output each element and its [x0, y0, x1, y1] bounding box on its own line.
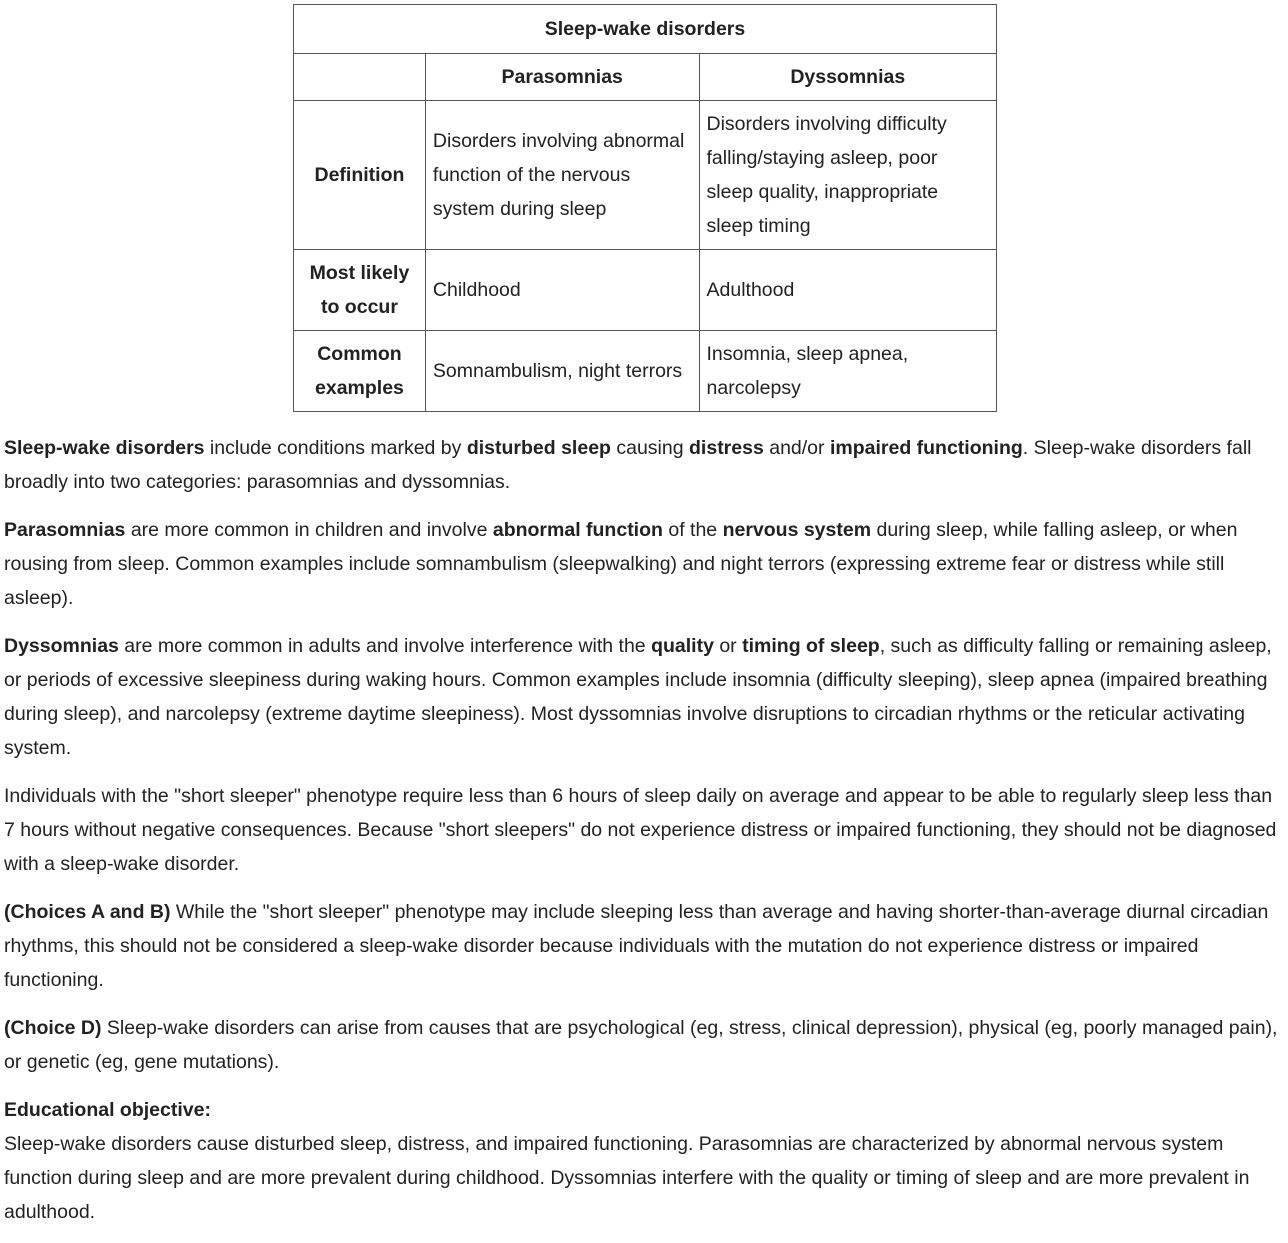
sleep-wake-disorders-table [293, 4, 997, 412]
row-label-most-likely: Most likely to occur [294, 250, 426, 331]
bold-term: timing of sleep [742, 635, 880, 657]
text-run: While the "short sleeper" phenotype may include sleeping less than average and having shorter-than-average diurnal circadian rhythms, this should not be considered a sleep-wake disorder because individuals with the mutation do not experience distress or impaired functioning. [4, 901, 1269, 991]
bold-term: abnormal function [492, 519, 663, 541]
text-run: of the [662, 519, 723, 541]
educational-objective-text: Sleep-wake disorders cause disturbed sleep, distress, and impaired functioning. Parasomnias are characterized by abnormal nervous system function during sleep and are more prevalent during childhood. Dyssomnias interfere with the quality or timing of sleep and are more prevalent in adulthood. [4, 1133, 1250, 1223]
row-label-definition: Definition [294, 101, 426, 250]
cell-parasomnias-definition: Disorders involving abnormal function of the nervous system during sleep [425, 101, 699, 250]
cell-dyssomnias-definition: Disorders involving difficulty falling/staying asleep, poor sleep quality, inappropriate sleep timing [699, 101, 996, 250]
table-row [294, 101, 997, 250]
bold-term: distress [689, 437, 764, 459]
paragraph-choice-d [4, 1011, 1284, 1079]
text-run: . Sleep-wake disorders fall broadly into two categories: parasomnias and dyssomnias. [4, 437, 1252, 493]
text-run: or [713, 635, 743, 657]
bold-term: nervous system [722, 519, 872, 541]
cell-parasomnias-most-likely: Childhood [425, 250, 699, 331]
bold-term: Sleep-wake disorders [4, 437, 205, 459]
text-run: are more common in adults and involve interference with the [118, 635, 652, 657]
text-run: , such as difficulty falling or remaining asleep, or periods of excessive sleepiness during waking hours. Common examples include insomnia (difficulty sleeping), sleep apnea (impaired breathing during sleep), and narcolepsy (extreme daytime sleepiness). Most dyssomnias involve disruptions to circadian rhythms or the reticular activating system. [4, 635, 1272, 759]
bold-term: (Choices A and B) [4, 901, 171, 923]
explanation-text [4, 431, 1284, 1243]
paragraph-dyssomnias [4, 629, 1284, 765]
educational-objective-label: Educational objective: [4, 1099, 211, 1121]
paragraph-short-sleeper [4, 779, 1284, 881]
cell-dyssomnias-most-likely: Adulthood [699, 250, 996, 331]
text-run: Individuals with the "short sleeper" phenotype require less than 6 hours of sleep daily on average and appear to be able to regularly sleep less than 7 hours without negative consequences. Because "short sleepers" do not experience distress or impaired functioning, they should not be diagnosed with a sleep-wake disorder. [4, 785, 1277, 875]
paragraph-sleep-wake-disorders [4, 431, 1284, 499]
bold-term: disturbed sleep [466, 437, 611, 459]
bold-term: Dyssomnias [4, 635, 119, 657]
column-header-dyssomnias: Dyssomnias [699, 54, 996, 101]
bold-term: Parasomnias [4, 519, 126, 541]
text-run: and/or [763, 437, 830, 459]
column-header-empty [294, 54, 426, 101]
text-run: causing [610, 437, 690, 459]
paragraph-choices-a-b [4, 895, 1284, 997]
text-run: Sleep-wake disorders can arise from causes that are psychological (eg, stress, clinical depression), physical (eg, poorly managed pain), or genetic (eg, gene mutations). [4, 1017, 1278, 1073]
text-run: during sleep, while falling asleep, or when rousing from sleep. Common examples include somnambulism (sleepwalking) and night terrors (expressing extreme fear or distress while still asleep). [4, 519, 1238, 609]
text-run: are more common in children and involve [125, 519, 493, 541]
table-title: Sleep-wake disorders [294, 5, 997, 54]
row-label-common-examples: Common examples [294, 331, 426, 412]
table-row [294, 250, 997, 331]
paragraph-parasomnias [4, 513, 1284, 615]
table-row [294, 331, 997, 412]
text-run: include conditions marked by [204, 437, 467, 459]
column-header-parasomnias: Parasomnias [425, 54, 699, 101]
bold-term: impaired functioning [829, 437, 1023, 459]
cell-parasomnias-examples: Somnambulism, night terrors [425, 331, 699, 412]
cell-dyssomnias-examples: Insomnia, sleep apnea, narcolepsy [699, 331, 996, 412]
bold-term: quality [651, 635, 714, 657]
bold-term: (Choice D) [4, 1017, 102, 1039]
